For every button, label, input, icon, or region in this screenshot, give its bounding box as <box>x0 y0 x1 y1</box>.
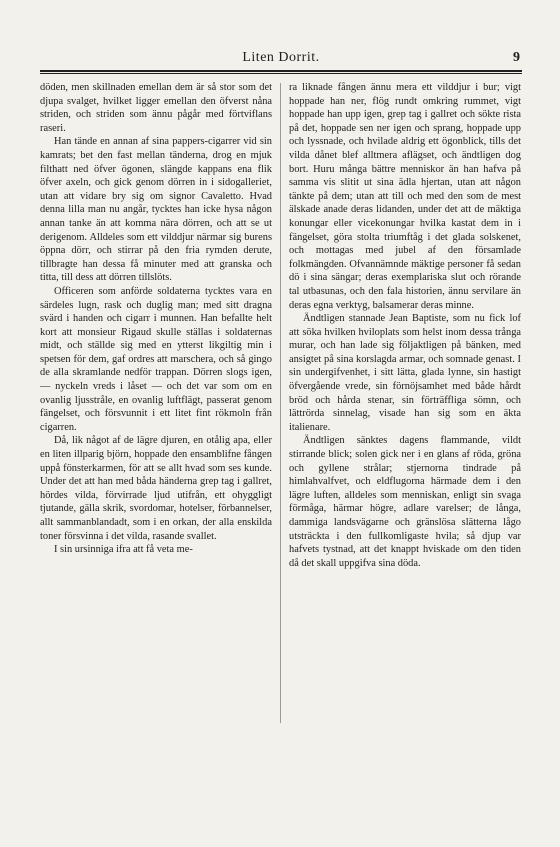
paragraph: Då, lik något af de lägre djuren, en otålig apa, eller en liten illparig björn, hoppade den ensamblifne fången uppå fönsterkarmen, för att se allt hvad som ses kunde. Under det att han med båda händerna grep tag i gallret, hördes vilda, förvirrade ljud utifrån, ett ohyggligt tjutande, gälla skrik, svordomar, hotelser, förbannelser, allt sammanblandadt, som i en orkan, der alla enskilda toner försvinna i det vilda, rasande svallet. <box>40 435 272 542</box>
paragraph: I sin ursinniga ifra att få veta me- <box>54 544 193 556</box>
right-column <box>289 81 521 570</box>
page-number: 9 <box>513 50 520 65</box>
running-title: Liten Dorrit. <box>242 50 320 65</box>
paragraph: Ändtligen sänktes dagens flammande, vildt stirrande blick; solen gick ner i en glans af röda, gröna och gyllene strålar; stjernorna tindrade på himlahvalfvet, och eldflugorna härmade dem i den lägre luften, alldeles som menniskan, enligt sin svaga förmåga, härmar högre, adlare varelser; de långa, dammiga landsvägarne och gränslösa slätterna lågo utsträckta i den fullkomligaste hvila; så djup var hafvets tystnad, att det knappt hviskade om den tiden då det skall uppgifva sina döda. <box>289 435 521 569</box>
header-rule <box>40 70 522 74</box>
paragraph: ra liknade fången ännu mera ett vilddjur i bur; vigt hoppade han ner, flög rundt omkring rummet, vigt hoppade han upp igen, grep tag i gallret och sökte rista på det, hoppade sen ner igen och sprang, hoppade upp och lyssnade, och hvilade aldrig ett ögonblick, tills det vilda dånet blef alltmera aflägset, och ändtligen dog bort. Huru många bättre menniskor än han hafva på samma vis slitit ut sina ädla hjertan, utan att någon tänkte på dem; utan att till och med den som de mest älskade anade deras lidanden, under det att de mäktiga konungar eller vicekonungar hvilka kastat dem in i fängelset, göra stolta triumftåg i det glada solskenet, och mottagas med jubel af den församlade folkmängden. Ofvannämnde mäktige personer få sedan dö i sina sängar; deras exemplariska slut och rörande tal utbasunas, och den fala historien, ännu servilare än deras egna verktyg, balsamerar deras minne. <box>289 82 521 311</box>
paragraph: Ändtligen stannade Jean Baptiste, som nu fick lof att söka hvilken hviloplats som helst inom dessa trånga murar, och han lade sig följaktligen på bänken, med ansigtet på sina korslagda armar, och somnade genast. I sin undergifvenhet, i sitt lätta, glada lynne, sin hastigt öfvergående vrede, sin förnöjsamhet med både hårdt bröd och hårda stenar, sin förträffliga sömn, och lättrörda sinnelag, visade han sig som en äkta italienare. <box>289 313 521 433</box>
paragraph: döden, men skillnaden emellan dem är så stor som det djupa svalget, hvilket ligger emellan den öfverst nåna striden, och striden som ännu pågår med förtviflans raseri. <box>40 82 272 134</box>
paragraph: Officeren som anförde soldaterna tycktes vara en särdeles lugn, rask och duglig man; med sitt dragna svärd i handen och cigarr i munnen. Han befallte helt kort att monsieur Rigaud skulle ställas i soldaternas midt, och ställde sig med en ytterst likgiltig min i spetsen för dem, gaf ordres att marschera, och så gingo de alla skramlande nedför trappan. Dörren slogs igen, — nyckeln vreds i låset — och det var som om en ovanlig ljusstråle, en ovanlig luftflägt, passerat genom fängelset, och försvunnit i ett litet fint rökmoln från cigarren. <box>40 285 272 433</box>
paragraph: Han tände en annan af sina pappers-cigarrer vid sin kamrats; bet den fast mellan tänderna, drog en mjuk filthatt ned öfver ögonen, slängde kappans ena flik öfver axeln, och gick genom dörren in i sidogalleriet, utan att vidare bry sig om signor Cavaletto. Hvad denna lilla man nu angår, tycktes han icke hysa någon annan tanke än att komma nära dörren, och att se ut derigenom. Alldeles som ett vilddjur närmar sig burens öppna dörr, och stirrar på den fria rymden derute, tillbragte han dessa få minuter med att granska och titta, till dess att dörren tillslöts. <box>40 136 272 284</box>
left-column <box>40 81 272 557</box>
running-head <box>40 50 522 70</box>
column-divider <box>280 83 281 723</box>
